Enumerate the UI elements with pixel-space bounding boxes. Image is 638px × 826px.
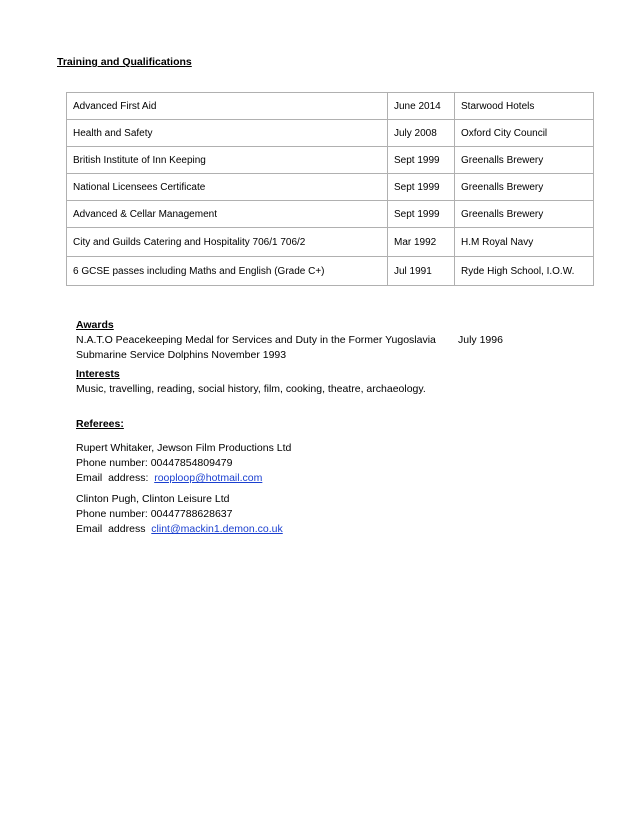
provider-cell: Greenalls Brewery	[455, 201, 594, 228]
awards-section	[76, 318, 596, 363]
email-link[interactable]: rooploop@hotmail.com	[154, 472, 263, 484]
qualifications-table	[66, 92, 594, 286]
table-row	[67, 147, 594, 174]
table-row	[67, 257, 594, 286]
email-link[interactable]: clint@mackin1.demon.co.uk	[151, 523, 283, 535]
table-row	[67, 174, 594, 201]
table-row	[67, 228, 594, 257]
course-cell: National Licensees Certificate	[67, 174, 388, 201]
email-label: Email address:	[76, 472, 155, 484]
provider-cell: Oxford City Council	[455, 120, 594, 147]
course-cell: British Institute of Inn Keeping	[67, 147, 388, 174]
interests-heading: Interests	[76, 368, 120, 380]
course-cell: City and Guilds Catering and Hospitality 706/1 706/2	[67, 228, 388, 257]
date-cell: Sept 1999	[388, 201, 455, 228]
referee-email-line	[76, 522, 283, 537]
award-date: July 1996	[458, 334, 503, 346]
section-title-training: Training and Qualifications	[57, 56, 192, 68]
award-text: N.A.T.O Peacekeeping Medal for Services and Duty in the Former Yugoslavia	[76, 334, 436, 346]
referee-entry	[76, 492, 283, 537]
table-row	[67, 120, 594, 147]
date-cell: Sept 1999	[388, 174, 455, 201]
award-item	[76, 348, 596, 363]
awards-heading: Awards	[76, 319, 114, 331]
provider-cell: H.M Royal Navy	[455, 228, 594, 257]
table-row	[67, 93, 594, 120]
referee-email-line	[76, 471, 291, 486]
provider-cell: Greenalls Brewery	[455, 147, 594, 174]
interests-text: Music, travelling, reading, social history, film, cooking, theatre, archaeology.	[76, 383, 426, 395]
award-item	[76, 333, 596, 348]
provider-cell: Greenalls Brewery	[455, 174, 594, 201]
course-cell: Advanced First Aid	[67, 93, 388, 120]
provider-cell: Ryde High School, I.O.W.	[455, 257, 594, 286]
referee-phone: Phone number: 00447788628637	[76, 508, 233, 520]
course-cell: Health and Safety	[67, 120, 388, 147]
referee-phone: Phone number: 00447854809479	[76, 457, 233, 469]
date-cell: Jul 1991	[388, 257, 455, 286]
provider-cell: Starwood Hotels	[455, 93, 594, 120]
course-cell: 6 GCSE passes including Maths and English (Grade C+)	[67, 257, 388, 286]
referee-entry	[76, 441, 291, 486]
table-row	[67, 201, 594, 228]
date-cell: July 2008	[388, 120, 455, 147]
course-cell: Advanced & Cellar Management	[67, 201, 388, 228]
interests-section	[76, 367, 426, 397]
award-text: Submarine Service Dolphins November 1993	[76, 349, 287, 361]
date-cell: Sept 1999	[388, 147, 455, 174]
referees-heading: Referees:	[76, 418, 124, 430]
date-cell: June 2014	[388, 93, 455, 120]
date-cell: Mar 1992	[388, 228, 455, 257]
referee-name: Clinton Pugh, Clinton Leisure Ltd	[76, 493, 230, 505]
referee-name: Rupert Whitaker, Jewson Film Productions Ltd	[76, 442, 292, 454]
email-label: Email address	[76, 523, 152, 535]
